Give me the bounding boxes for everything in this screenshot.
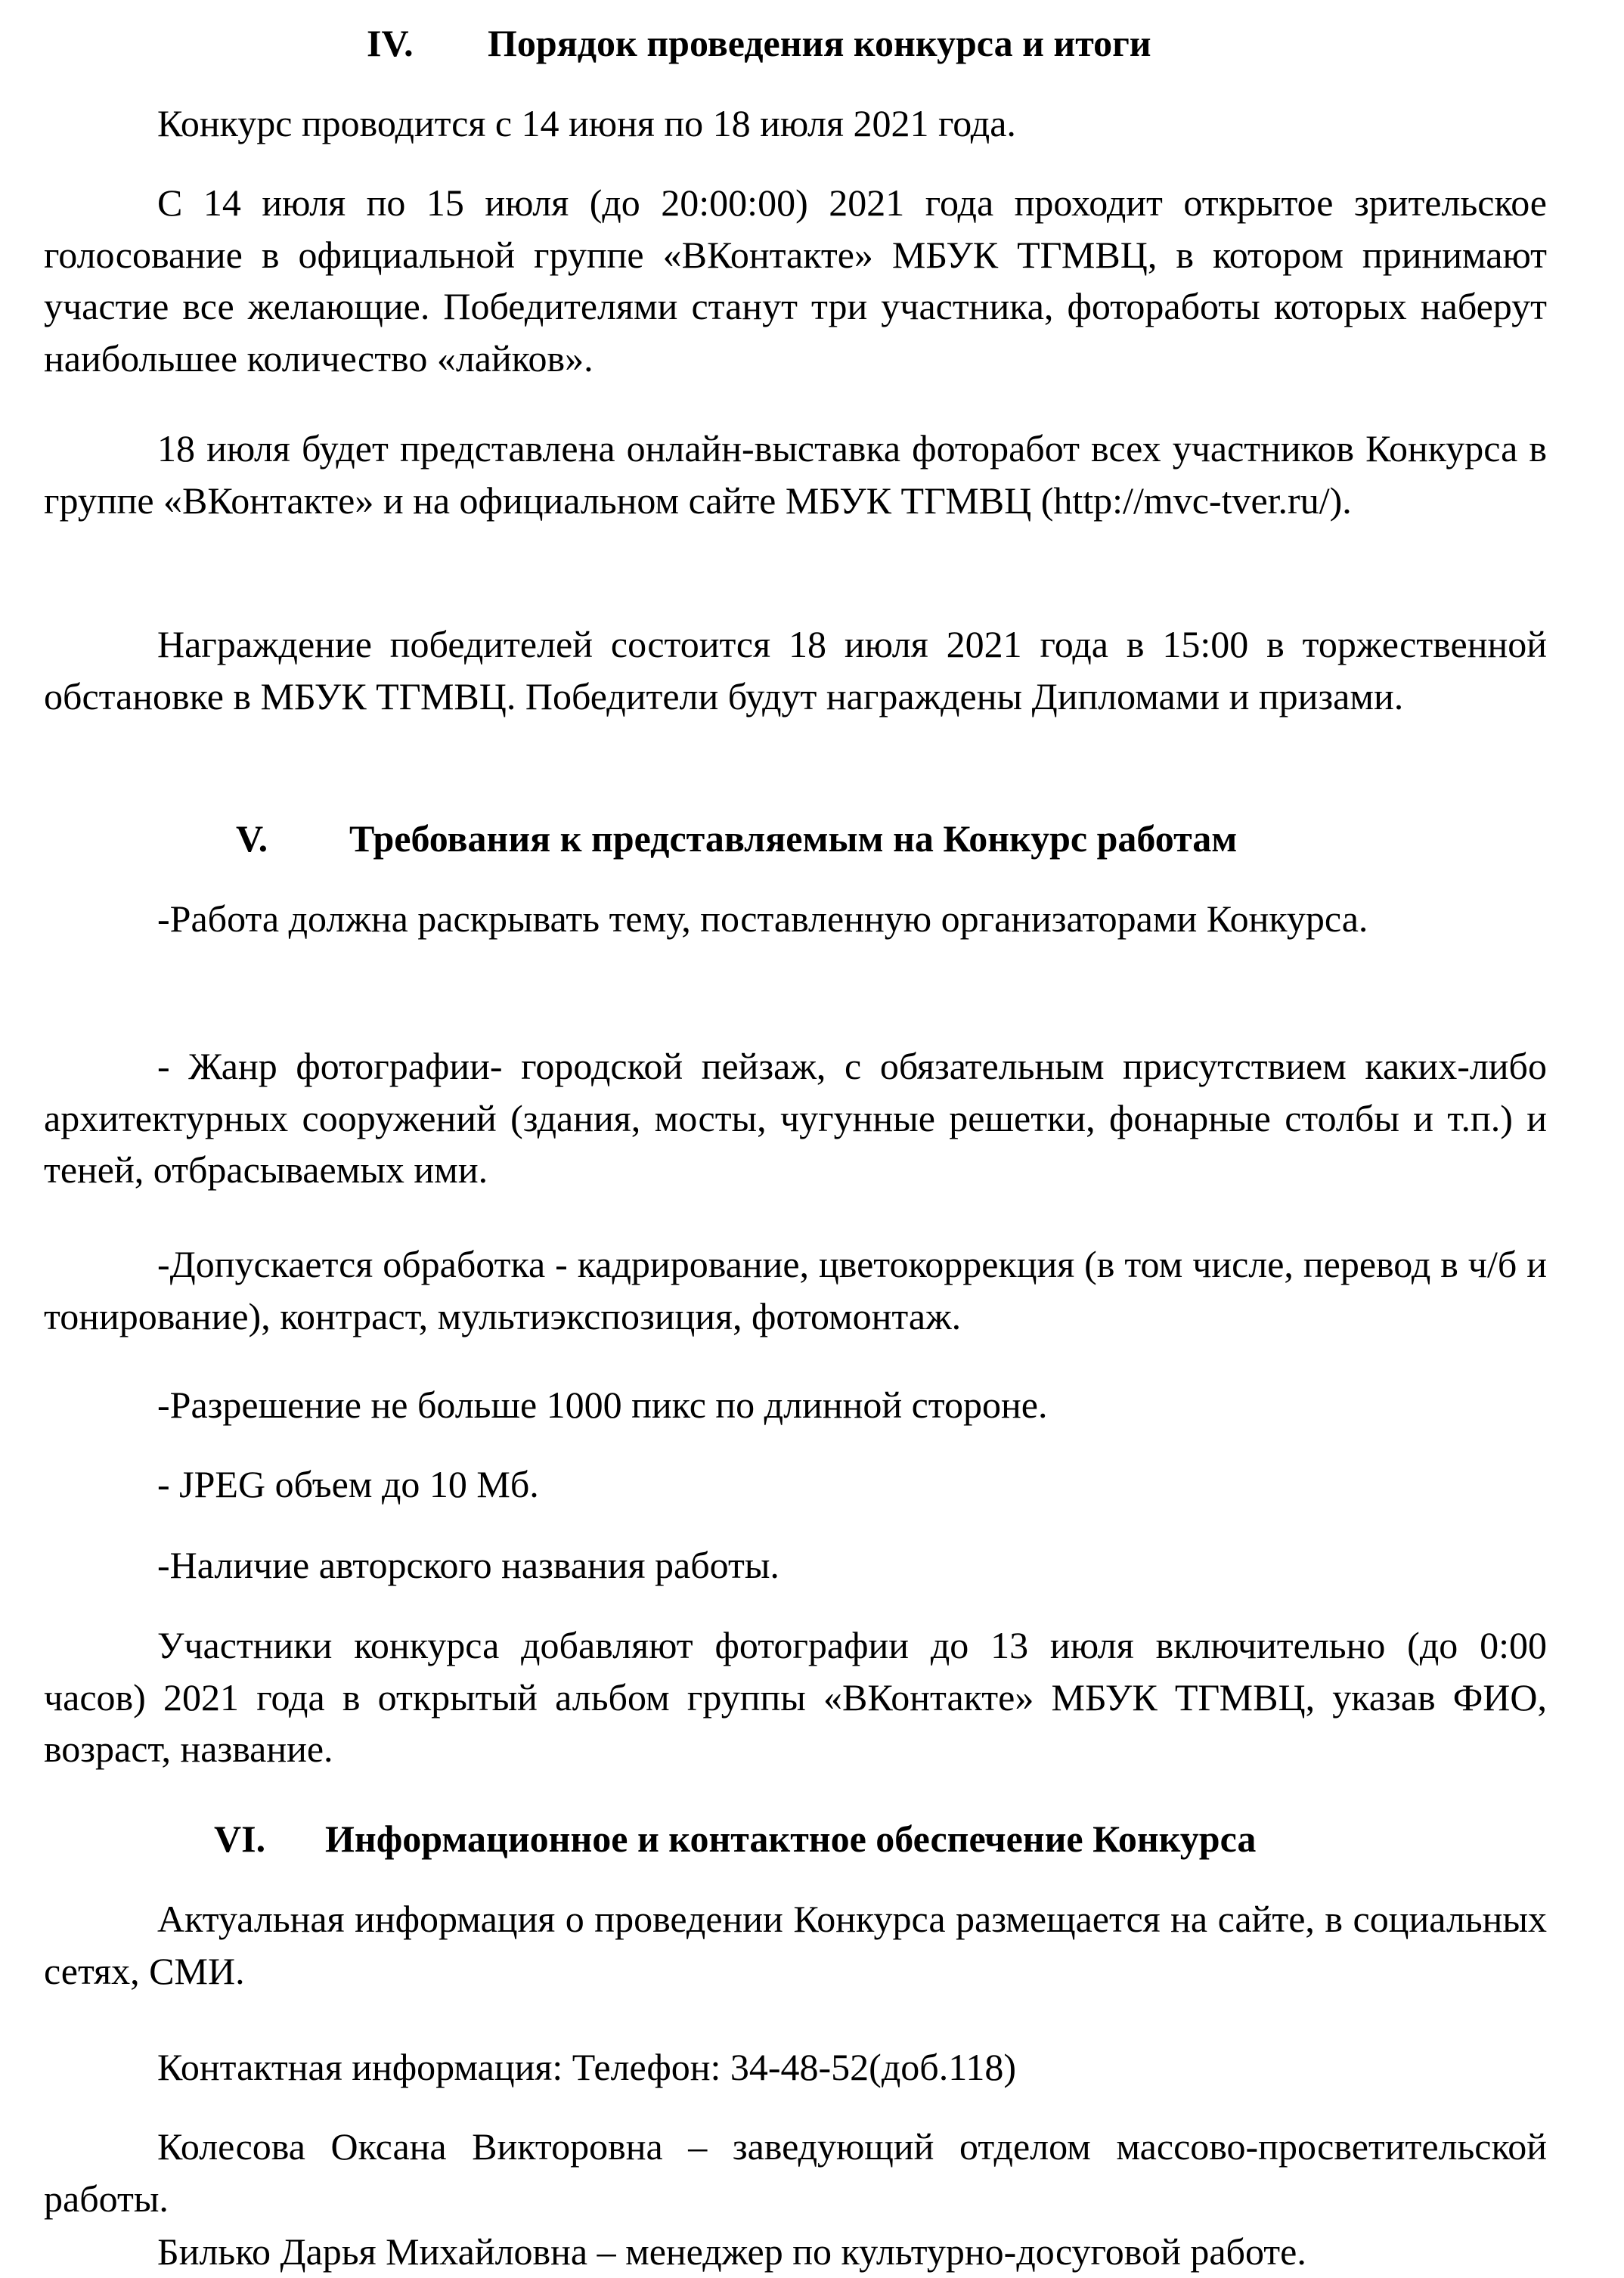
paragraph: Контактная информация: Телефон: 34-48-52(доб.118)	[157, 2046, 1017, 2088]
section-number: V.	[236, 817, 268, 860]
paragraph: С 14 июля по 15 июля (до 20:00:00) 2021 года проходит открытое зрительское голосование в официальной группе «ВКонтакте» МБУК ТГМВЦ, в котором принимают участие все желающие. Победителями станут три участника, фоторaботы которых наберут наибольшее количество «лайков».	[44, 181, 1547, 380]
paragraph: 18 июля будет представлена онлайн-выставка фоторабот всех участников Конкурса в группе «ВКонтакте» и на официальном сайте МБУК ТГМВЦ (http://mvc-tver.ru/).	[44, 427, 1547, 522]
paragraph: -Разрешение не больше 1000 пикс по длинной стороне.	[157, 1384, 1048, 1426]
paragraph: Билько Дарья Михайловна – менеджер по культурно-досуговой работе.	[157, 2230, 1306, 2273]
paragraph: Награждение победителей состоится 18 июля 2021 года в 15:00 в торжественной обстановке в МБУК ТГМВЦ. Победители будут награждены Дипломами и призами.	[44, 623, 1547, 717]
section-title: Порядок проведения конкурса и итоги	[488, 22, 1151, 64]
section-number: VI.	[214, 1818, 266, 1860]
section-title: Требования к представляемым на Конкурс работам	[349, 817, 1238, 860]
paragraph: - JPEG объем до 10 Мб.	[157, 1463, 539, 1505]
paragraph: Участники конкурса добавляют фотографии до 13 июля включительно (до 0:00 часов) 2021 года в открытый альбом группы «ВКонтакте» МБУК ТГМВЦ, указав ФИО, возраст, название.	[44, 1624, 1547, 1770]
paragraph: - Жанр фотографии- городской пейзаж, с обязательным присутствием каких-либо архитектурных сооружений (здания, мосты, чугунные решетки, фонарные столбы и т.п.) и теней, отбрасываемых ими.	[44, 1045, 1547, 1191]
paragraph: -Допускается обработка - кадрирование, цветокоррекция (в том числе, перевод в ч/б и тонирование), контраст, мультиэкспозиция, фотомонтаж.	[44, 1243, 1547, 1337]
section-title: Информационное и контактное обеспечение Конкурса	[325, 1818, 1257, 1860]
paragraph: Актуальная информация о проведении Конкурса размещается на сайте, в социальных сетях, СМИ.	[44, 1898, 1547, 1992]
paragraph: -Работа должна раскрывать тему, поставленную организаторами Конкурса.	[157, 897, 1368, 940]
section-number: IV.	[367, 22, 414, 64]
paragraph: Колесова Оксана Викторовна – заведующий отделом массово-просветительской работы.	[44, 2125, 1547, 2220]
paragraph: -Наличие авторского названия работы.	[157, 1544, 779, 1586]
paragraph: Конкурс проводится с 14 июня по 18 июля 2021 года.	[157, 102, 1016, 144]
